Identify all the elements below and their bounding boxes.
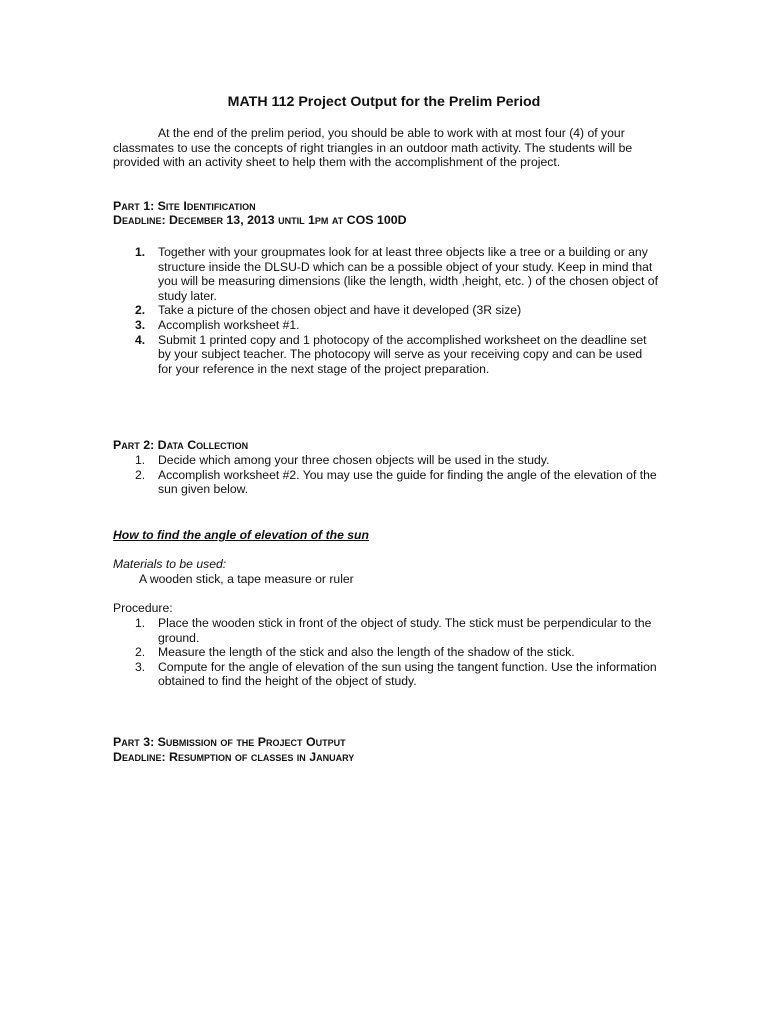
list-number: 2.: [135, 303, 146, 318]
list-item: [113, 645, 658, 660]
list-text: Submit 1 printed copy and 1 photocopy of the accomplished worksheet on the deadline set by your subject teacher. The photocopy will serve as your receiving copy and can be used for your reference in the next stage of the project preparation.: [158, 332, 647, 376]
list-text: Place the wooden stick in front of the object of study. The stick must be perpendicular to the ground.: [158, 616, 652, 645]
materials-text: A wooden stick, a tape measure or ruler: [139, 572, 354, 586]
list-number: 3.: [135, 317, 146, 332]
materials-label: Materials to be used:: [113, 557, 227, 571]
part3-deadline: Deadline: Resumption of classes in January: [113, 750, 355, 764]
part1-deadline-label: Deadline: December 13, 2013 until 1pm at: [113, 213, 347, 227]
list-text: Take a picture of the chosen object and have it developed (3R size): [158, 303, 522, 318]
list-number: 4.: [135, 332, 146, 347]
list-item: [113, 453, 658, 468]
list-item: [113, 318, 658, 333]
list-item: [113, 468, 658, 497]
part2-heading: Part 2: Data Collection: [113, 438, 249, 452]
part1-list: [113, 245, 658, 376]
list-text: Accomplish worksheet #1.: [158, 317, 300, 332]
intro-paragraph: At the end of the prelim period, you should be able to work with at most four (4) of your classmates to use the concepts of right triangles in an outdoor math activity. The students will be provided with an activity sheet to help them with the accomplishment of the project.: [113, 126, 633, 170]
list-number: 1.: [135, 616, 146, 630]
part1-deadline-place: COS 100D: [346, 213, 407, 227]
list-item: [113, 660, 658, 689]
list-item: [113, 303, 658, 318]
list-number: 1.: [135, 453, 146, 467]
part1-deadline: [113, 213, 407, 228]
list-item: [113, 616, 658, 645]
list-number: 2.: [135, 645, 146, 660]
procedure-label: Procedure:: [113, 601, 173, 615]
list-number: 1.: [135, 245, 146, 259]
list-item: [113, 333, 658, 377]
guide-heading: How to find the angle of elevation of the sun: [113, 528, 369, 542]
part2-list: [113, 453, 658, 497]
document-title: MATH 112 Project Output for the Prelim Period: [227, 94, 541, 110]
part3-heading: Part 3: Submission of the Project Output: [113, 735, 346, 749]
list-text: Accomplish worksheet #2. You may use the guide for finding the angle of the elevation of the sun given below.: [158, 467, 657, 497]
list-text: Compute for the angle of elevation of the sun using the tangent function. Use the information obtained to find the height of the object of study.: [158, 659, 657, 689]
list-item: [113, 245, 658, 303]
list-text: Decide which among your three chosen objects will be used in the study.: [158, 453, 550, 467]
list-number: 3.: [135, 659, 146, 674]
procedure-list: [113, 616, 658, 689]
list-text: Together with your groupmates look for at least three objects like a tree or a building or any structure inside the DLSU-D which can be a possible object of your study. Keep in mind that you will be measuring dimensions (like the length, width ,height, etc. ) of the chosen object of study later.: [158, 245, 658, 303]
part1-heading: Part 1: Site Identification: [113, 199, 256, 213]
list-number: 2.: [135, 467, 146, 482]
list-text: Measure the length of the stick and also the length of the shadow of the stick.: [158, 645, 575, 660]
